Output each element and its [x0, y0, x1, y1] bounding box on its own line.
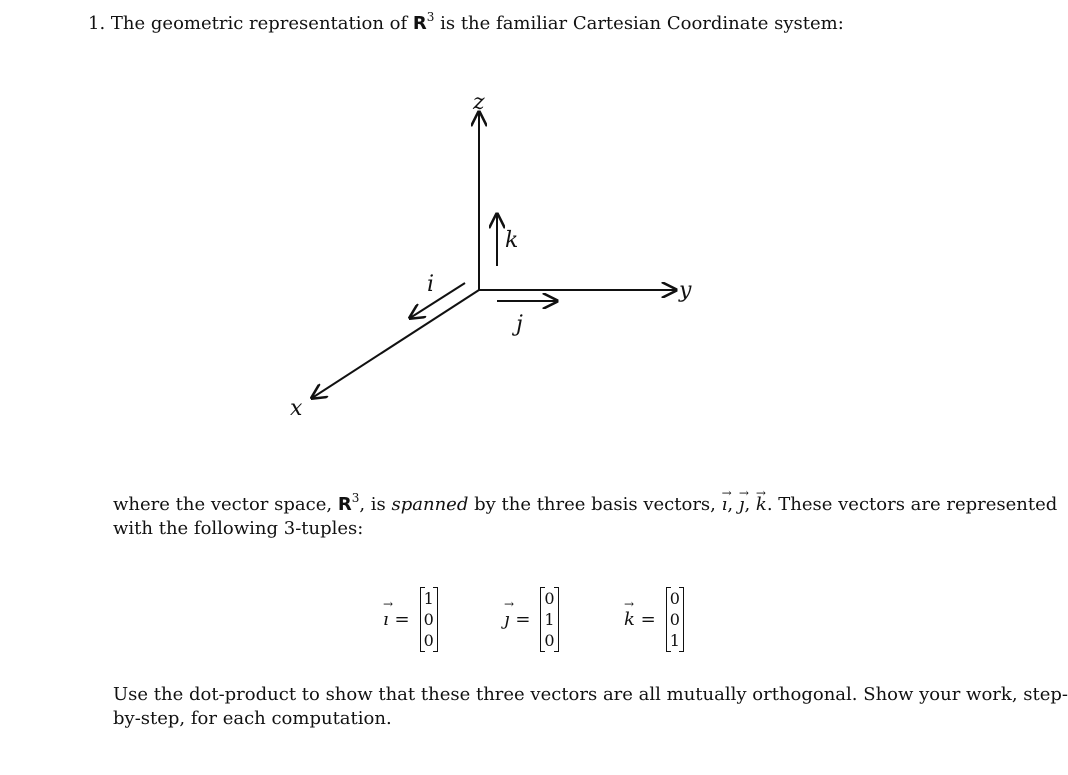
vector-j-entry-2: 1: [544, 610, 555, 629]
p1-vector-j: → ȷ: [739, 493, 745, 517]
paragraph-basis-line2: with the following 3-tuples:: [113, 518, 364, 539]
p1-real-space-symbol: R: [337, 494, 352, 515]
p1-vector-i: → ı: [722, 493, 728, 517]
vector-i-entry-3: 0: [423, 631, 434, 650]
i-vector-label: i: [427, 272, 435, 297]
real-space-exponent: 3: [426, 10, 435, 24]
i-vector: [410, 283, 465, 318]
p1-spanned-emphasis: spanned: [391, 494, 469, 515]
vector-i-entry-2: 0: [423, 610, 434, 629]
intro-before: The geometric representation of: [110, 13, 413, 34]
paragraph-instructions-line1: Use the dot-product to show that these three vectors are all mutually orthogonal. Show your work, step-: [113, 684, 1068, 705]
vector-k-equals: =: [640, 609, 656, 630]
vector-k-name: → k: [624, 609, 635, 630]
x-axis: [312, 290, 479, 398]
p1-text-a: where the vector space,: [113, 494, 338, 515]
vector-k-matrix: [666, 587, 684, 652]
item-number: 1.: [88, 13, 106, 34]
p1-real-space-exponent: 3: [351, 491, 360, 505]
y-axis-label: y: [679, 278, 692, 303]
paragraph-basis-line1: [113, 493, 1057, 517]
p1-vector-k: → k: [756, 493, 767, 517]
vector-k-entry-1: 0: [669, 589, 680, 608]
vector-j-tuple: [504, 587, 559, 652]
real-space-symbol: R: [412, 13, 427, 34]
x-axis-label: x: [290, 396, 303, 421]
vector-i-equals: =: [394, 609, 410, 630]
p1-sep2: ,: [744, 494, 756, 515]
vector-i-matrix: [420, 587, 438, 652]
vector-i-name: → ı: [383, 609, 389, 630]
vector-j-name: → ȷ: [504, 609, 510, 630]
vector-i-tuple: [383, 587, 438, 652]
p1-sep1: ,: [727, 494, 739, 515]
p1-text-b: , is: [359, 494, 392, 515]
p1-text-d: . These vectors are represented: [766, 494, 1058, 515]
j-vector-label: j: [516, 312, 523, 337]
vector-j-equals: =: [515, 609, 531, 630]
z-axis-label: z: [473, 90, 485, 115]
vector-k-entry-2: 0: [669, 610, 680, 629]
vector-i-entry-1: 1: [423, 589, 434, 608]
vector-j-entry-3: 0: [544, 631, 555, 650]
k-vector-label: k: [505, 228, 519, 253]
vector-k-entry-3: 1: [669, 631, 680, 650]
p1-text-c: by the three basis vectors,: [468, 494, 722, 515]
paragraph-instructions-line2: by-step, for each computation.: [113, 708, 392, 729]
vector-k-tuple: [624, 587, 684, 652]
vector-j-entry-1: 0: [544, 589, 555, 608]
intro-after: is the familiar Cartesian Coordinate system:: [434, 13, 844, 34]
vector-j-matrix: [540, 587, 558, 652]
